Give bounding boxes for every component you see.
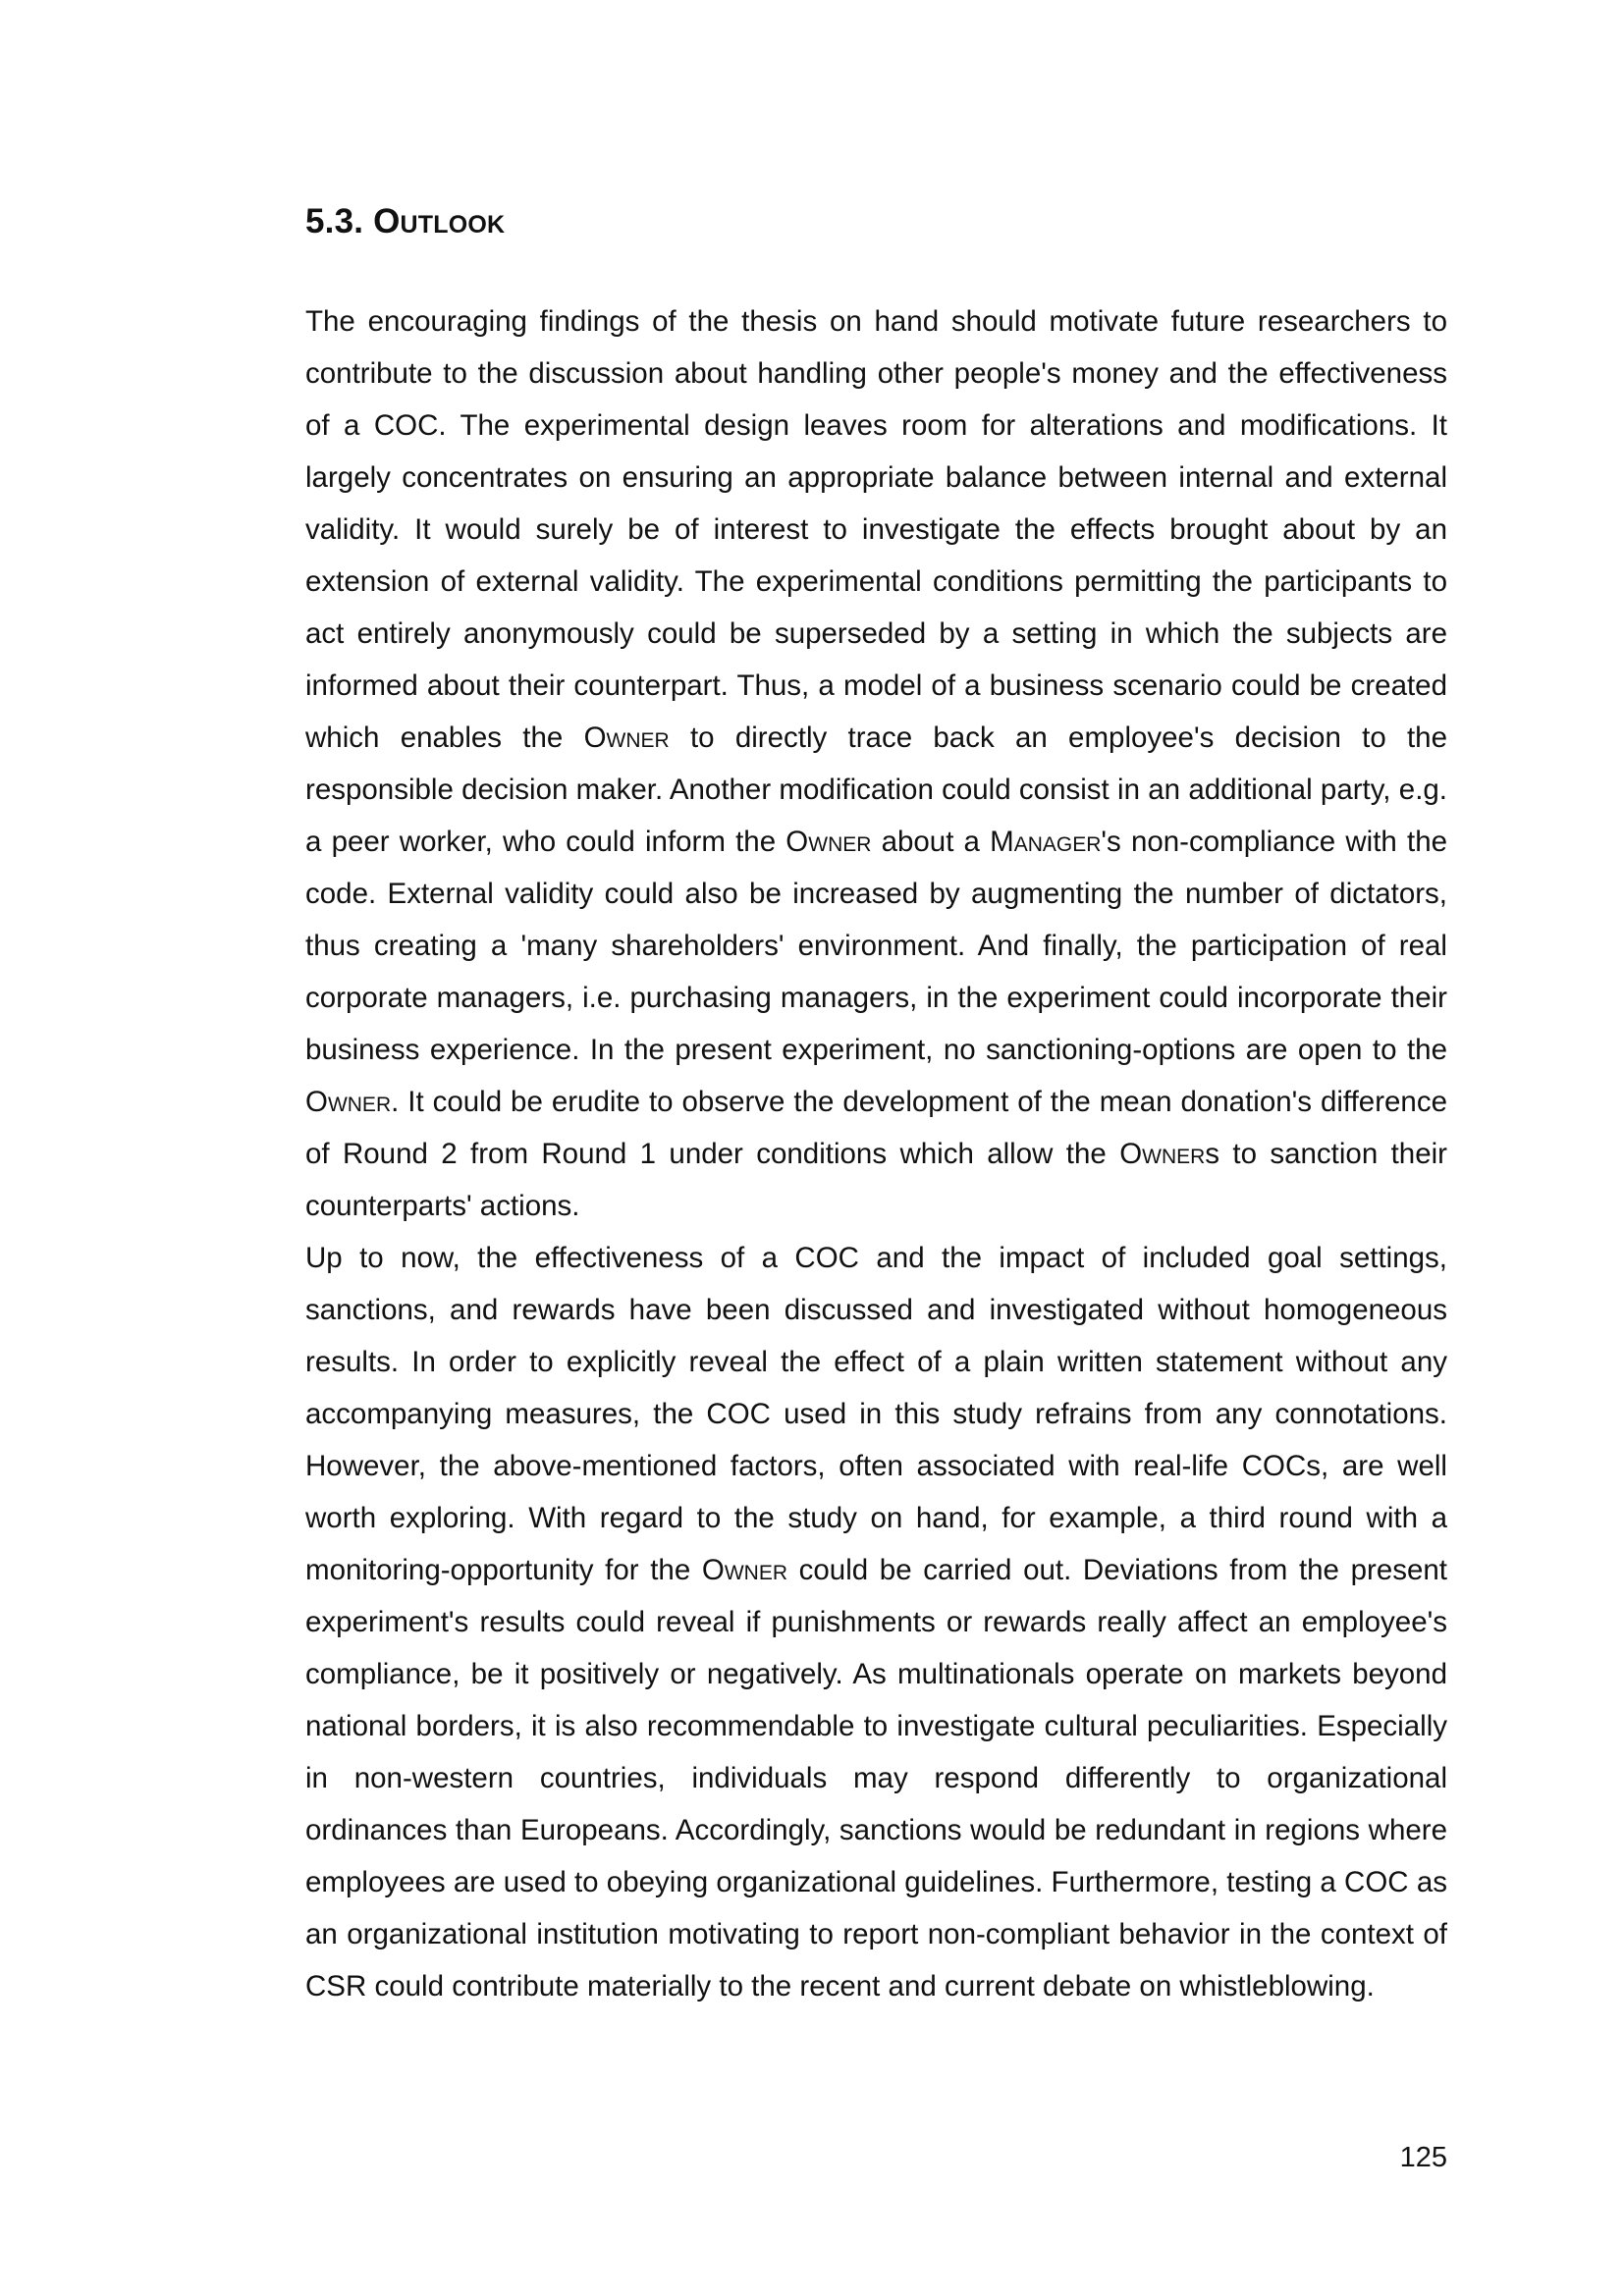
text-segment: about a — [871, 826, 991, 858]
text-segment: . It could be erudite to observe the development of the mean donation's difference of Round 2 from Round 1 under conditions which allow the — [305, 1086, 1447, 1170]
section-number: 5.3. — [305, 202, 364, 240]
role-term-owner: Owner — [701, 1554, 787, 1586]
section-title: Outlook — [373, 202, 506, 240]
text-segment: 's non-compliance with the code. External validity could also be increased by augmenting the number of dictators, thus creating a 'many shareholders' environment. And finally, the participation of real corporate managers, i.e. purchasing managers, in the experiment could incorporate their business experience. In the present experiment, no sanctioning-options are open to the — [305, 826, 1448, 1066]
text-segment: could be carried out. Deviations from the present experiment's results could reveal if punishments or rewards really affect an employee's compliance, be it positively or negatively. As multinationals operate on markets beyond national borders, it is also recommendable to investigate cultural peculiarities. Especially in non-western countries, individuals may respond differently to organizational ordinances than Europeans. Accordingly, sanctions would be redundant in regions where employees are used to obeying organizational guidelines. Furthermore, testing a COC as an organizational institution motivating to report non-compliant behavior in the context of CSR could contribute materially to the recent and current debate on whistleblowing. — [305, 1554, 1447, 2002]
text-segment: s to sanction their counterparts' actions. — [305, 1138, 1447, 1222]
section-heading — [305, 198, 505, 245]
role-term-owner: Owner — [583, 721, 670, 754]
page-number: 125 — [1399, 2142, 1447, 2173]
text-segment: Up to now, the effectiveness of a COC and the impact of included goal settings, sanctions, and rewards have been discussed and investigated without homogeneous results. In order to explicitly reveal the effect of a plain written statement without any accompanying measures, the COC used in this study refrains from any connotations. However, the above-mentioned factors, often associated with real-life COCs, are well worth exploring. With regard to the study on hand, for example, a third round with a monitoring-opportunity for the — [305, 1242, 1447, 1586]
text-segment: to directly trace back an employee's decision to the responsible decision maker. Another modification could consist in an additional party, e.g. a peer worker, who could inform the — [305, 721, 1447, 858]
role-term-owner: Owner — [1119, 1138, 1206, 1170]
paragraph-2 — [305, 1232, 1447, 2012]
role-term-manager: Manager — [990, 826, 1102, 858]
paragraph-1 — [305, 295, 1447, 1232]
text-segment: The encouraging findings of the thesis on hand should motivate future researchers to contribute to the discussion about handling other people's money and the effectiveness of a COC. The experimental design leaves room for alterations and modifications. It largely concentrates on ensuring an appropriate balance between internal and external validity. It would surely be of interest to investigate the effects brought about by an extension of external validity. The experimental conditions permitting the participants to act entirely anonymously could be superseded by a setting in which the subjects are informed about their counterpart. Thus, a model of a business scenario could be created which enables the — [305, 305, 1447, 754]
role-term-owner: Owner — [785, 826, 872, 858]
body-text — [305, 295, 1447, 2012]
role-term-owner: Owner — [305, 1086, 392, 1118]
